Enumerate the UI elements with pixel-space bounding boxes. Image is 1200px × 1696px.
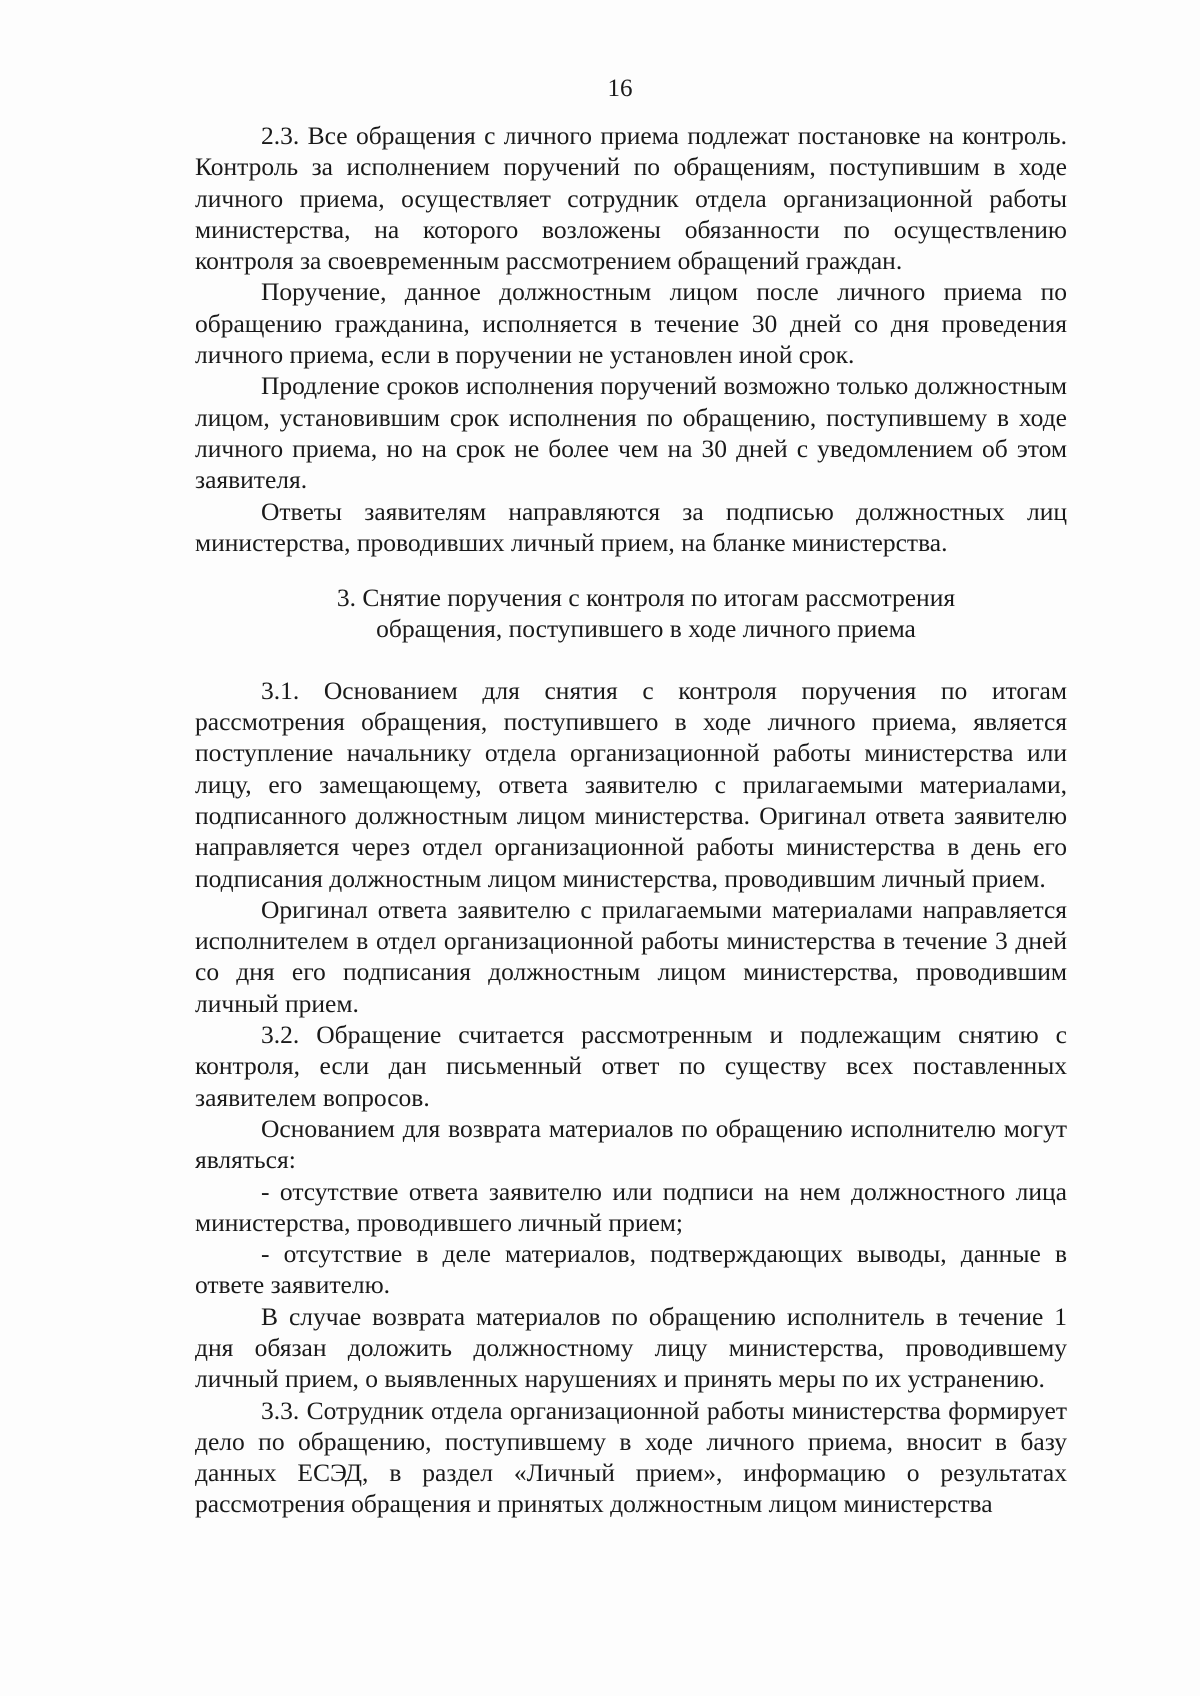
paragraph-3-2: 3.2. Обращение считается рассмотренным и подлежащим снятию с контроля, если дан письменный ответ по существу всех поставленных заявителем вопросов. (195, 1020, 1067, 1112)
list-item-missing-materials: - отсутствие в деле материалов, подтверждающих выводы, данные в ответе заявителю. (195, 1239, 1067, 1300)
paragraph-3-1: 3.1. Основанием для снятия с контроля поручения по итогам рассмотрения обращения, поступившего в ходе личного приема, является поступление начальнику отдела организационной работы министерства или лицу, его замещающему, ответа заявителю с прилагаемыми материалами, подписанного должностным лицом министерства. Оригинал ответа заявителю направляется через отдел организационной работы министерства в день его подписания должностным лицом министерства, проводившим личный прием. (195, 675, 1067, 893)
paragraph-2-3: 2.3. Все обращения с личного приема подлежат постановке на контроль. Контроль за исполнением поручений по обращениям, поступившим в ходе личного приема, осуществляет сотрудник отдела организационной работы министерства, на которого возложены обязанности по осуществлению контроля за своевременным рассмотрением обращений граждан. (195, 121, 1067, 276)
paragraph-original-response: Оригинал ответа заявителю с прилагаемыми материалами направляется исполнителем в отдел организационной работы министерства в течение 3 дней со дня его подписания должностным лицом министерства, проводившим личный прием. (195, 894, 1067, 1018)
section-3-heading-line-2: обращения, поступившего в ходе личного приема (376, 614, 916, 644)
section-3-heading-line-1: 3. Снятие поручения с контроля по итогам рассмотрения (336, 583, 956, 613)
paragraph-deadline-extension: Продление сроков исполнения поручений возможно только должностным лицом, установившим срок исполнения по обращению, поступившему в ходе личного приема, но на срок не более чем на 30 дней с уведомлением об этом заявителя. (195, 371, 1067, 495)
paragraph-return-grounds: Основанием для возврата материалов по обращению исполнителю могут являться: (195, 1113, 1067, 1175)
page-number: 16 (607, 75, 633, 102)
document-body (195, 120, 1067, 1520)
list-item-missing-response: - отсутствие ответа заявителю или подписи на нем должностного лица министерства, проводившего личный прием; (195, 1176, 1067, 1237)
paragraph-assignment-deadline: Поручение, данное должностным лицом после личного приема по обращению гражданина, исполняется в течение 30 дней со дня проведения личного приема, если в поручении не установлен иной срок. (195, 277, 1067, 370)
paragraph-3-3: 3.3. Сотрудник отдела организационной работы министерства формирует дело по обращению, поступившему в ходе личного приема, вносит в базу данных ЕСЭД, в раздел «Личный прием», информацию о результатах рассмотрения обращения и принятых должностным лицом министерства (195, 1395, 1067, 1519)
paragraph-return-procedure: В случае возврата материалов по обращению исполнитель в течение 1 дня обязан доложить должностному лицу министерства, проводившему личный прием, о выявленных нарушениях и принять меры по их устранению. (195, 1301, 1067, 1394)
paragraph-responses: Ответы заявителям направляются за подписью должностных лиц министерства, проводивших личный прием, на бланке министерства. (195, 496, 1067, 557)
section-3-heading (195, 582, 1067, 645)
